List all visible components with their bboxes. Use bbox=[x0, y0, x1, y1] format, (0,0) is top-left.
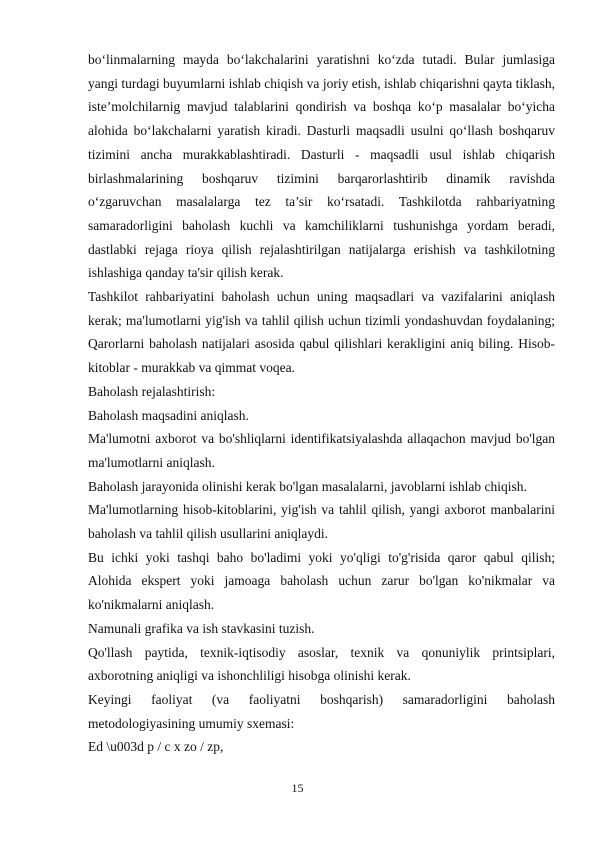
paragraph-evaluation: Tashkilot rahbariyatini baholash uchun uning maqsadlari va vazifalarini aniqlash kerak; ma'lumotlarni yig'ish va tahlil qilish uchun tizimli yondashuvdan foydalaning; Qarorlarni baholash natijalari asosida qabul qilishlari kerakligini aniq biling. Hisob-kitoblar - murakkab va qimmat voqea. bbox=[88, 289, 555, 376]
paragraph-planning-heading: Baholash rejalashtirish: bbox=[88, 383, 216, 399]
paragraph-schedule: Namunali grafika va ish stavkasini tuzish. bbox=[88, 620, 315, 636]
paragraph-goal: Baholash maqsadini aniqlash. bbox=[88, 407, 249, 423]
paragraph-principles: Qo'llash paytida, texnik-iqtisodiy asoslar, texnik va qonuniylik printsiplari, axborotning aniqligi va ishonchliligi hisobga olinishi kerak. bbox=[88, 644, 555, 684]
document-body bbox=[88, 48, 555, 759]
paragraph-questions: Baholash jarayonida olinishi kerak bo'lgan masalalarni, javoblarni ishlab chiqish. bbox=[88, 478, 527, 494]
paragraph-info-gaps: Ma'lumotni axborot va bo'shliqlarni identifikatsiyalashda allaqachon mavjud bo'lgan ma'lumotlarni aniqlash. bbox=[88, 431, 555, 470]
paragraph-methods: Ma'lumotlarning hisob-kitoblarini, yig'ish va tahlil qilish, yangi axborot manbalarini baholash va tahlil qilish usullarini aniqlaydi. bbox=[88, 502, 555, 542]
page-number: 15 bbox=[291, 781, 304, 795]
paragraph-scheme: Keyingi faoliyat (va faoliyatni boshqarish) samaradorligini baholash metodologiyasining umumiy sxemasi: bbox=[88, 691, 555, 731]
paragraph-formula: Ed \u003d p / c x zo / zp, bbox=[88, 739, 224, 755]
paragraph-intro: bo‘linmalarning mayda bo‘lakchalarini yaratishni ko‘zda tutadi. Bular jumlasiga yangi turdagi buyumlarni ishlab chiqish va joriy etish, ishlab chiqarishni qayta tiklash, iste’molchilarnig mavjud talablarini qondirish va boshqa ko‘p masalalar bo‘yicha alohida bo‘lakchalarni yaratish kiradi. Dasturli maqsadli usulni qo‘llash boshqaruv tizimini ancha murakkablashtiradi. Dasturli - maqsadli usul ishlab chiqarish birlashmalarining boshqaruv tizimini barqarorlashtirib dinamik ravishda o‘zgaruvchan masalalarga tez ta’sir ko‘rsatadi. Tashkilotda rahbariyatning samaradorligini baholash kuchli va kamchiliklarni tushunishga yordam beradi, dastlabki rejaga rioya qilish rejalashtirilgan natijalarga erishish va tashkilotning ishlashiga qanday ta'sir qilish kerak. bbox=[88, 52, 555, 281]
paragraph-internal-external: Bu ichki yoki tashqi baho bo'ladimi yoki yo'qligi to'g'risida qaror qabul qilish; Alohida ekspert yoki jamoaga baholash uchun zarur bo'lgan ko'nikmalar va ko'nikmalarni aniqlash. bbox=[88, 549, 555, 613]
